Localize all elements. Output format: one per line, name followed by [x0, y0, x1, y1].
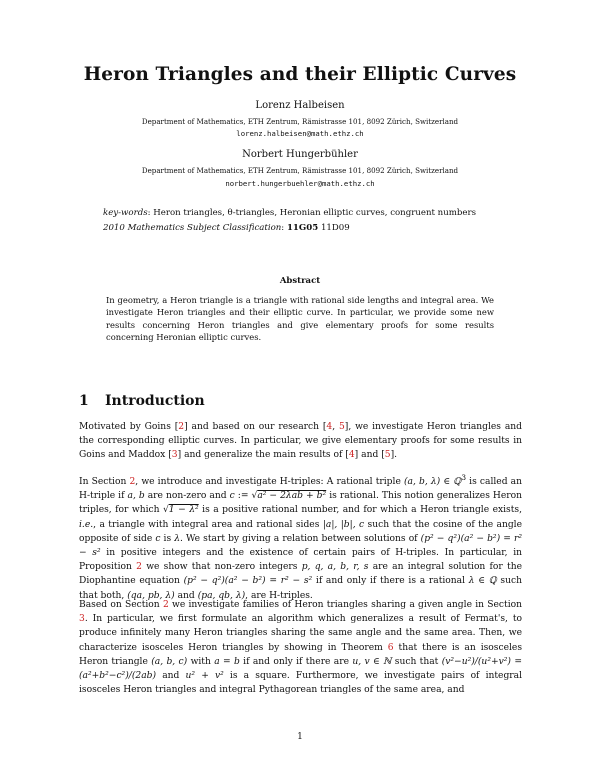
- keywords-line: key-words: Heron triangles, θ-triangles, Heronian elliptic curves, congruent numbers: [103, 208, 476, 218]
- keywords-label: key-words: [103, 208, 148, 218]
- msc-label: 2010 Mathematics Subject Classification: [103, 223, 282, 233]
- abstract-text: In geometry, a Heron triangle is a triangle with rational side lengths and integral area. We investigate Heron triangles and their elliptic curve. In particular, we provide some new results concerning Heron triangles and give elementary proofs for some results concerning Heronian elliptic curves.: [106, 295, 494, 342]
- keywords-text: Heron triangles, θ-triangles, Heronian elliptic curves, congruent numbers: [153, 208, 476, 218]
- citation-link[interactable]: 5: [338, 422, 345, 432]
- msc-primary: 11G05: [286, 223, 319, 233]
- section-number: 1: [79, 393, 89, 409]
- msc-line: 2010 Mathematics Subject Classification: 11G05 11D09: [103, 223, 350, 233]
- intro-paragraph-1: Motivated by Goins [2] and based on our research [4, 5], we investigate Heron triangles and the corresponding elliptic curves. In particular, we give elementary proofs for some results in Goins and Maddox [3] and generalize the main results of [4] and [5].: [79, 422, 522, 461]
- citation-link[interactable]: 2: [178, 422, 185, 432]
- section-heading: [79, 393, 205, 409]
- citation-link[interactable]: 4: [348, 450, 355, 461]
- section-title: Introduction: [105, 393, 205, 409]
- author-2-email[interactable]: norbert.hungerbuehler@math.ethz.ch: [225, 179, 375, 188]
- section-ref-link[interactable]: 2: [129, 477, 136, 488]
- paper-title: Heron Triangles and their Elliptic Curves: [83, 64, 517, 85]
- theorem-ref-link[interactable]: 6: [387, 642, 394, 653]
- author-2-name: Norbert Hungerbühler: [242, 149, 358, 160]
- author-1-email[interactable]: lorenz.halbeisen@math.ethz.ch: [236, 129, 364, 138]
- page-number: 1: [297, 732, 303, 742]
- citation-link[interactable]: 5: [384, 450, 391, 461]
- section-ref-link[interactable]: 2: [162, 600, 169, 610]
- author-1-affiliation: Department of Mathematics, ETH Zentrum, Rämistrasse 101, 8092 Zürich, Switzerland: [141, 117, 459, 126]
- intro-paragraph-2: In Section 2, we introduce and investigate H-triples: A rational triple (a, b, λ) ∈ ℚ$^3$ is called an H-triple if a, b are non-zero and c := √a² − 2λab + b² is rational. This notion generalizes Heron triples, for which √1 − λ² is a positive rational number, and for which a Heron triangle exists, i.e., a triangle with integral area and rational sides |a|, |b|, c such that the cosine of the angle opposite of side c is λ. We start by giving a relation between solutions of (p² − q²)(a² − b²) = r² − s² in positive integers and the existence of certain pairs of H-triples. In particular, in Proposition 2 we show that non-zero integers p, q, a, b, r, s are an integral solution for the Diophantine equation (p² − q²)(a² − b²) = r² − s² if and only if there is a rational λ ∈ ℚ such that both, (qa, pb, λ) and (pa, qb, λ), are H-triples.: [79, 473, 523, 601]
- section-ref-link[interactable]: 3: [79, 614, 85, 625]
- citation-link[interactable]: 3: [171, 450, 178, 461]
- msc-secondary: 11D09: [320, 223, 350, 233]
- proposition-ref-link[interactable]: 2: [136, 562, 142, 573]
- author-1-name: Lorenz Halbeisen: [255, 100, 345, 111]
- author-2-affiliation: Department of Mathematics, ETH Zentrum, Rämistrasse 101, 8092 Zürich, Switzerland: [141, 166, 459, 175]
- abstract-heading: Abstract: [279, 276, 321, 286]
- citation-link[interactable]: 4: [326, 422, 333, 432]
- intro-paragraph-3: Based on Section 2 we investigate families of Heron triangles sharing a given angle in Section 3. In particular, we first formulate an algorithm which generalizes a result of Fermat's, to produce infinitely many Heron triangles sharing the same angle and the same area. Then, we characterize isosceles Heron triangles by showing in Theorem 6 that there is an isosceles Heron triangle (a, b, c) with a = b if and only if there are u, v ∈ ℕ such that (v²−u²)/(u²+v²) = (a²+b²−c²)/(2ab) and u² + v² is a square. Furthermore, we investigate pairs of integral isosceles Heron triangles and integral Pythagorean triangles of the same area, and: [79, 600, 523, 696]
